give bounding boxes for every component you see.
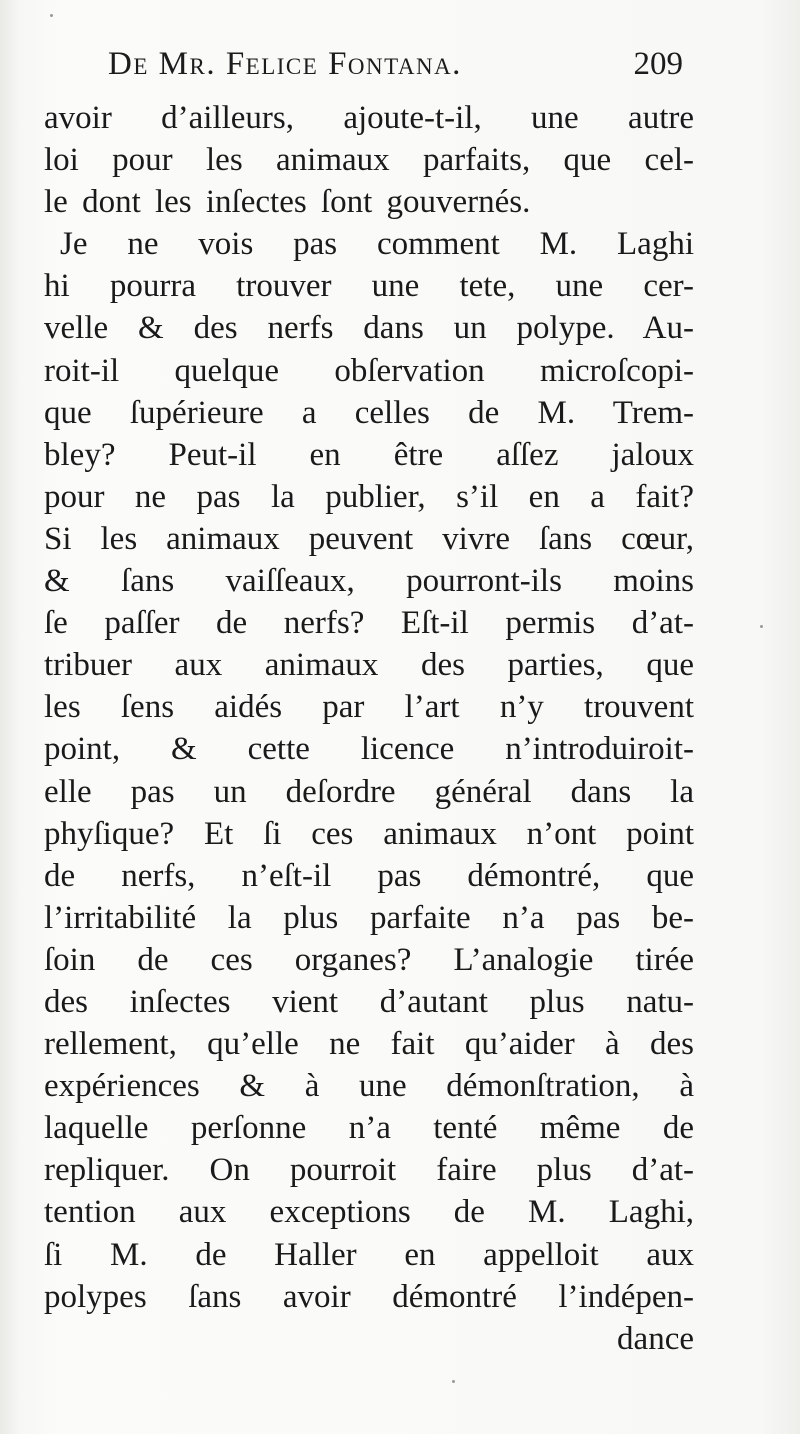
paper-speck bbox=[760, 625, 763, 628]
text-line: des inſectes vient d’autant plus natu- bbox=[44, 983, 694, 1020]
text-line: rellement, qu’elle ne fait qu’aider à des bbox=[44, 1026, 694, 1063]
text-line: Je ne vois pas comment M. Laghi bbox=[60, 226, 694, 263]
text-line: de nerfs, n’eſt-il pas démontré, que bbox=[44, 857, 694, 894]
text-line: roit-il quelque obſervation microſcopi- bbox=[44, 352, 694, 389]
text-line: avoir d’ailleurs, ajoute-t-il, une autre bbox=[44, 100, 694, 136]
text-line: ſi M. de Haller en appelloit aux bbox=[44, 1236, 694, 1273]
text-line: elle pas un deſordre général dans la bbox=[44, 773, 694, 810]
text-line: pour ne pas la publier, s’il en a fait? bbox=[44, 478, 694, 515]
text-line: l’irritabilité la plus parfaite n’a pas be- bbox=[44, 899, 694, 936]
text-line: ſoin de ces organes? L’analogie tirée bbox=[44, 941, 694, 978]
text-line: Si les animaux peuvent vivre ſans cœur, bbox=[44, 520, 694, 557]
text-line: & ſans vaiſſeaux, pourront-ils moins bbox=[44, 563, 694, 600]
text-line: bley? Peut-il en être aſſez jaloux bbox=[44, 436, 694, 473]
body-text bbox=[44, 97, 694, 1360]
text-line: que ſupérieure a celles de M. Trem- bbox=[44, 394, 694, 431]
text-line: tention aux exceptions de M. Laghi, bbox=[44, 1194, 694, 1231]
text-line: polypes ſans avoir démontré l’indépen- bbox=[44, 1278, 694, 1315]
text-line: les ſens aidés par l’art n’y trouvent bbox=[44, 689, 694, 726]
paper-speck bbox=[452, 1380, 455, 1383]
page-number: 209 bbox=[633, 46, 683, 82]
running-title: De Mr. Felice Fontana. bbox=[108, 46, 462, 82]
text-line: point, & cette licence n’introduiroit- bbox=[44, 731, 694, 768]
text-line: repliquer. On pourroit faire plus d’at- bbox=[44, 1152, 694, 1189]
running-header bbox=[108, 40, 683, 90]
text-line: expériences & à une démonſtration, à bbox=[44, 1068, 694, 1105]
text-line: hi pourra trouver une tete, une cer- bbox=[44, 268, 694, 305]
text-line: tribuer aux animaux des parties, que bbox=[44, 647, 694, 684]
text-line: velle & des nerfs dans un polype. Au- bbox=[44, 310, 694, 347]
paper-speck bbox=[50, 14, 53, 17]
text-line: ſe paſſer de nerfs? Eſt-il permis d’at- bbox=[44, 605, 694, 642]
text-line: loi pour les animaux parfaits, que cel- bbox=[44, 142, 694, 179]
text-line: le dont les inſectes ſont gouvernés. bbox=[44, 184, 531, 221]
text-line: laquelle perſonne n’a tenté même de bbox=[44, 1110, 694, 1147]
text-line: phyſique? Et ſi ces animaux n’ont point bbox=[44, 815, 694, 852]
catchword: dance bbox=[617, 1320, 694, 1357]
